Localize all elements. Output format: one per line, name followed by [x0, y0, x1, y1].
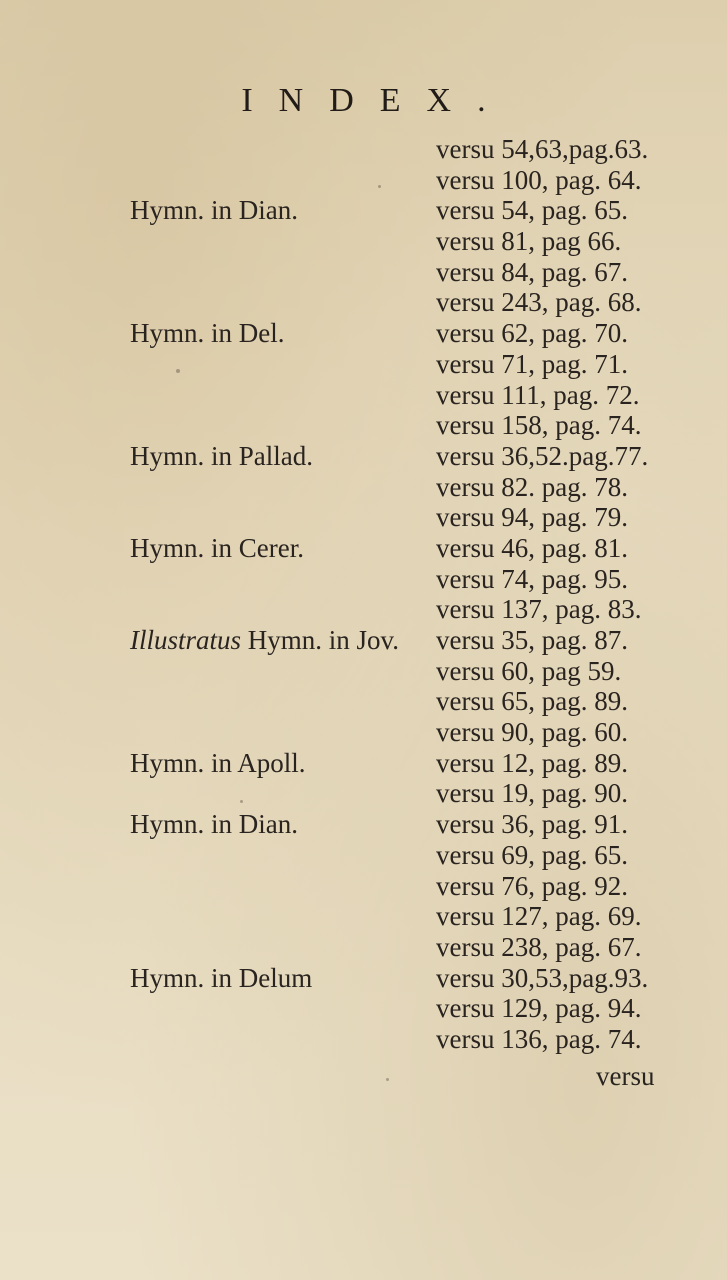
index-heading-text: Hymn. in Delum: [130, 962, 313, 993]
index-row: [0, 686, 727, 717]
index-row: [0, 1024, 727, 1055]
index-reference: versu 238, pag. 67.: [436, 931, 642, 962]
paper-speck: [386, 1078, 389, 1081]
index-heading: [130, 318, 285, 349]
index-row: [0, 533, 727, 564]
index-reference: versu 54,63,pag.63.: [436, 134, 649, 164]
index-row: [0, 901, 727, 932]
index-heading-text: Hymn. in Pallad.: [130, 440, 313, 471]
index-heading: [130, 963, 312, 994]
index-reference: versu 94, pag. 79.: [436, 502, 628, 533]
index-reference: versu 62, pag. 70.: [436, 318, 628, 349]
catchword: versu: [596, 1061, 655, 1091]
index-row: [0, 748, 727, 779]
index-reference: versu 76, pag. 92.: [436, 870, 628, 901]
index-row: [0, 993, 727, 1024]
index-heading-text: Hymn. in Dian.: [130, 809, 298, 840]
index-heading: [130, 533, 304, 564]
index-row: [0, 625, 727, 656]
index-reference: versu 60, pag 59.: [436, 655, 622, 686]
index-row: [0, 318, 727, 349]
index-row: [0, 963, 727, 994]
index-reference: versu 46, pag. 81.: [436, 532, 628, 563]
index-row: [0, 287, 727, 318]
index-heading: [130, 625, 399, 656]
index-reference: versu 81, pag 66.: [436, 226, 622, 257]
index-row: [0, 871, 727, 902]
index-row: [0, 840, 727, 871]
index-reference: versu 127, pag. 69.: [436, 901, 642, 932]
index-reference: versu 158, pag. 74.: [436, 410, 642, 441]
index-reference: versu 100, pag. 64.: [436, 164, 642, 195]
index-reference: versu 136, pag. 74.: [436, 1023, 642, 1054]
index-reference: versu 19, pag. 90.: [436, 778, 628, 809]
index-reference: versu 82. pag. 78.: [436, 471, 628, 502]
index-row: [0, 134, 727, 165]
index-reference: versu 69, pag. 65.: [436, 839, 628, 870]
index-heading: [130, 748, 306, 779]
index-row: [0, 165, 727, 196]
index-heading-text: Hymn. in Del.: [130, 318, 285, 349]
index-heading-italic: Illustratus: [130, 625, 242, 655]
index-row: [0, 656, 727, 687]
index-row: [0, 195, 727, 226]
index-reference: versu 90, pag. 60.: [436, 717, 628, 748]
index-heading: [130, 195, 298, 226]
index-row: [0, 502, 727, 533]
index-row: [0, 410, 727, 441]
index-reference: versu 74, pag. 95.: [436, 563, 628, 594]
index-reference: versu 30,53,pag.93.: [436, 962, 649, 993]
index-row: [0, 257, 727, 288]
index-row: [0, 472, 727, 503]
page-header: INDEX.: [241, 82, 512, 119]
index-heading-text: Hymn. in Jov.: [241, 625, 400, 655]
index-row: [0, 809, 727, 840]
index-row: [0, 349, 727, 380]
index-reference: versu 71, pag. 71.: [436, 348, 628, 379]
index-row: [0, 441, 727, 472]
index-row: [0, 226, 727, 257]
index-row: [0, 594, 727, 625]
index-reference: versu 36, pag. 91.: [436, 809, 628, 840]
index-row: [0, 932, 727, 963]
paper-speck: [378, 185, 381, 188]
index-reference: versu 111, pag. 72.: [436, 379, 640, 410]
index-reference: versu 243, pag. 68.: [436, 287, 642, 318]
index-row: [0, 380, 727, 411]
index-reference: versu 137, pag. 83.: [436, 594, 642, 625]
index-heading-text: Hymn. in Cerer.: [130, 532, 304, 563]
index-row: [0, 717, 727, 748]
index-reference: versu 129, pag. 94.: [436, 993, 642, 1024]
paper-speck: [240, 800, 243, 803]
index-row: [0, 564, 727, 595]
index-reference: versu 35, pag. 87.: [436, 625, 628, 655]
index-heading: [130, 441, 313, 472]
index-reference: versu 54, pag. 65.: [436, 195, 628, 226]
index-heading-text: Hymn. in Dian.: [130, 195, 298, 226]
index-reference: versu 84, pag. 67.: [436, 256, 628, 287]
index-reference: versu 12, pag. 89.: [436, 747, 628, 778]
index-reference: versu 36,52.pag.77.: [436, 440, 649, 471]
index-row: [0, 778, 727, 809]
paper-speck: [176, 369, 180, 373]
index-reference: versu 65, pag. 89.: [436, 686, 628, 717]
index-heading-text: Hymn. in Apoll.: [130, 747, 306, 778]
index-entries: [0, 134, 727, 1055]
index-heading: [130, 809, 298, 840]
